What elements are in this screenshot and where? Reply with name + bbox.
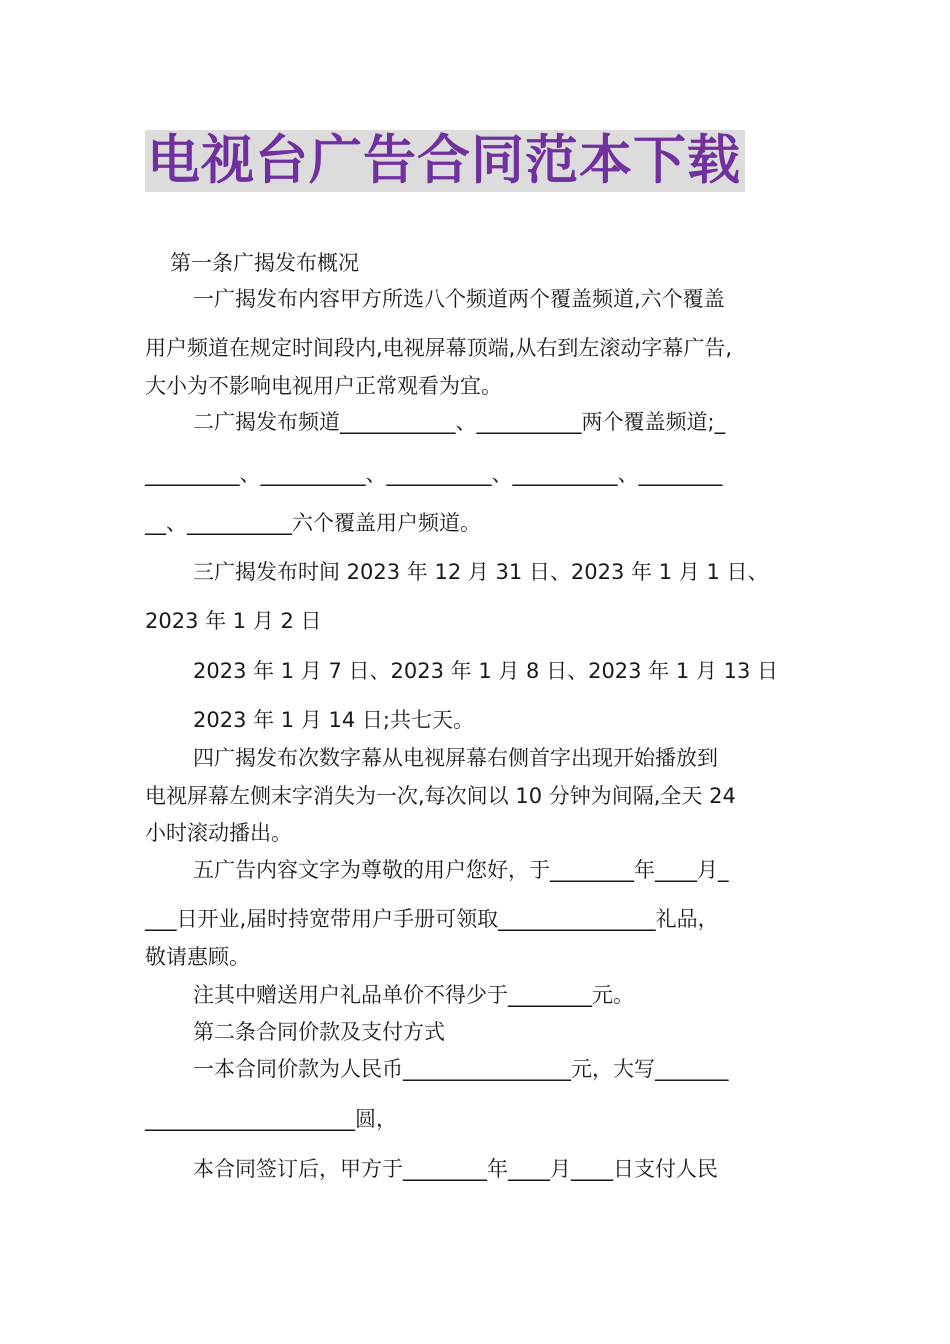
paragraph-line: 五广告内容文字为尊敬的用户您好，于________年____月_: [193, 858, 729, 882]
paragraph-line: 注其中赠送用户礼品单价不得少于________元。: [193, 983, 634, 1007]
section-heading: 第二条合同价款及支付方式: [193, 1020, 445, 1044]
paragraph-line: 2023 年 1 月 2 日: [145, 609, 322, 633]
paragraph-line: 敬请惠顾。: [145, 945, 250, 969]
paragraph-line: 2023 年 1 月 7 日、2023 年 1 月 8 日、2023 年 1 月 13 日: [193, 659, 778, 683]
paragraph-line: 一广揭发布内容甲方所选八个频道两个覆盖频道,六个覆盖: [193, 287, 725, 311]
paragraph-line: __、__________六个覆盖用户频道。: [145, 511, 481, 535]
paragraph-line: 四广揭发布次数字幕从电视屏幕右侧首字出现开始播放到: [193, 746, 718, 770]
paragraph-line: 用户频道在规定时间段内,电视屏幕顶端,从右到左滚动字幕广告,: [145, 336, 733, 360]
paragraph-line: 2023 年 1 月 14 日;共七天。: [193, 708, 474, 732]
paragraph-line: 三广揭发布时间 2023 年 12 月 31 日、2023 年 1 月 1 日、: [193, 560, 769, 584]
document-title: 电视台广告合同范本下载: [145, 130, 745, 192]
paragraph-line: _________、__________、__________、__________、________: [145, 462, 723, 486]
paragraph-line: 二广揭发布频道___________、__________两个覆盖频道;_: [193, 410, 726, 434]
paragraph-line: 电视屏幕左侧末字消失为一次,每次间以 10 分钟为间隔,全天 24: [145, 784, 736, 808]
paragraph-line: 小时滚动播出。: [145, 821, 292, 845]
section-heading: 第一条广揭发布概况: [170, 251, 359, 275]
paragraph-line: ___日开业,届时持宽带用户手册可领取_______________礼品，: [145, 907, 719, 931]
paragraph-line: 本合同签订后，甲方于________年____月____日支付人民: [193, 1157, 718, 1181]
paragraph-line: 一本合同价款为人民币________________元，大写_______: [193, 1057, 729, 1081]
paragraph-line: 大小为不影响电视用户正常观看为宜。: [145, 374, 502, 398]
paragraph-line: ____________________圆，: [145, 1107, 397, 1131]
